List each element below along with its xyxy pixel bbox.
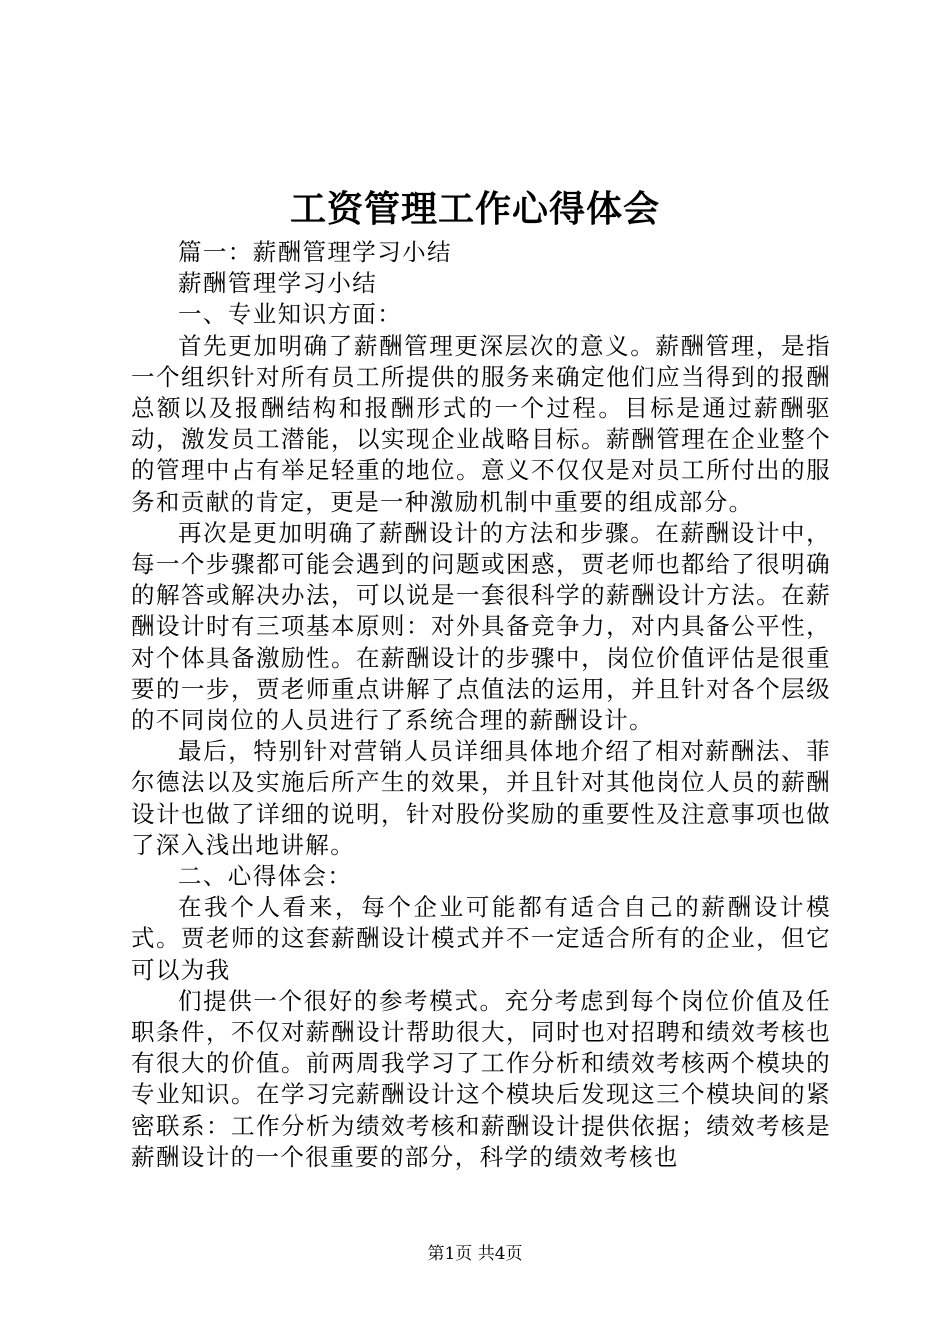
- paragraph-continuation: 们提供一个很好的参考模式。充分考虑到每个岗位价值及任职条件，不仅对薪酬设计帮助很大，同时也对招聘和绩效考核也有很大的价值。前两周我学习了工作分析和绩效考核两个模块的专业知识。在学习完薪酬设计这个模块后发现这三个模块间的紧密联系：工作分析为绩效考核和薪酬设计提供依据；绩效考核是薪酬设计的一个很重要的部分，科学的绩效考核也: [131, 986, 831, 1171]
- document-body: [131, 237, 831, 1173]
- section-heading-part-one: 篇一：薪酬管理学习小结: [178, 238, 452, 266]
- section-heading-experience: 二、心得体会：: [178, 862, 353, 891]
- paragraph-opinion: 在我个人看来，每个企业可能都有适合自己的薪酬设计模式。贾老师的这套薪酬设计模式并不一定适合所有的企业，但它可以为我: [131, 893, 831, 984]
- paragraph-finally: 最后，特别针对营销人员详细具体地介绍了相对薪酬法、菲尔德法以及实施后所产生的效果，并且针对其他岗位人员的薪酬设计也做了详细的说明，针对股份奖励的重要性及注意事项也做了深入浅出地讲解。: [131, 737, 831, 859]
- page-number-footer: 第1页 共4页: [427, 1244, 523, 1264]
- paragraph-first: 首先更加明确了薪酬管理更深层次的意义。薪酬管理，是指一个组织针对所有员工所提供的服务来确定他们应当得到的报酬总额以及报酬结构和报酬形式的一个过程。目标是通过薪酬驱动，激发员工潜能，以实现企业战略目标。薪酬管理在企业整个的管理中占有举足轻重的地位。意义不仅仅是对员工所付出的服务和贡献的肯定，更是一种激励机制中重要的组成部分。: [131, 331, 831, 516]
- paragraph-second: 再次是更加明确了薪酬设计的方法和步骤。在薪酬设计中，每一个步骤都可能会遇到的问题或困惑，贾老师也都给了很明确的解答或解决办法，可以说是一套很科学的薪酬设计方法。在薪酬设计时有三项基本原则：对外具备竞争力，对内具备公平性，对个体具备激励性。在薪酬设计的步骤中，岗位价值评估是很重要的一步，贾老师重点讲解了点值法的运用，并且针对各个层级的不同岗位的人员进行了系统合理的薪酬设计。: [131, 518, 831, 735]
- section-heading-professional-knowledge: 一、专业知识方面：: [178, 300, 403, 329]
- document-title: 工资管理工作心得体会: [289, 188, 660, 230]
- subtitle: 薪酬管理学习小结: [178, 269, 378, 298]
